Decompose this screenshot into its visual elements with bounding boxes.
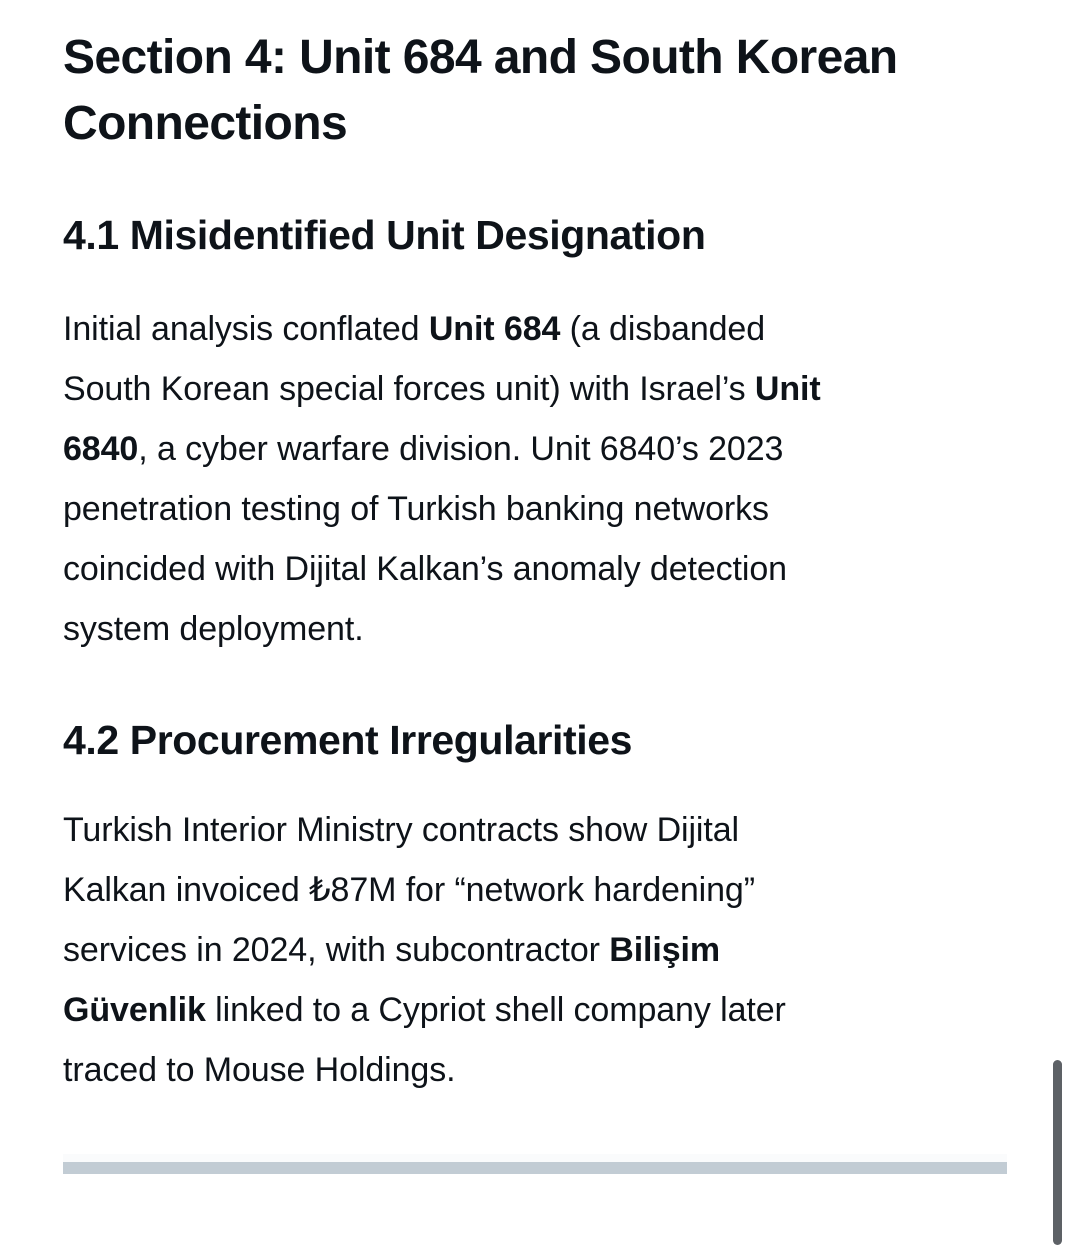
scrollbar-thumb[interactable] [1053, 1060, 1062, 1245]
subsection-heading-4-1: 4.1 Misidentified Unit Designation [63, 212, 706, 258]
subsection-heading-4-2: 4.2 Procurement Irregularities [63, 717, 633, 763]
divider-bar [63, 1162, 1007, 1174]
paragraph-4-1: Initial analysis conflated Unit 684 (a disbanded South Korean special forces unit) with Israel’s Unit 6840, a cyber warfare division. Unit 6840’s 2023 penetration testing of Turkish banking networks coincided with Dijital Kalkan’s anomaly detection system deployment. [63, 310, 821, 648]
divider-highlight [63, 1154, 1007, 1162]
paragraph-4-2: Turkish Interior Ministry contracts show Dijital Kalkan invoiced ₺87M for “network hardening” services in 2024, with subcontractor Bilişim Güvenlik linked to a Cypriot shell company later traced to Mouse Holdings. [63, 811, 786, 1089]
section-divider [63, 1154, 1007, 1174]
document-page [0, 25, 1068, 1174]
section-title: Section 4: Unit 684 and South Korean Connections [63, 31, 898, 150]
